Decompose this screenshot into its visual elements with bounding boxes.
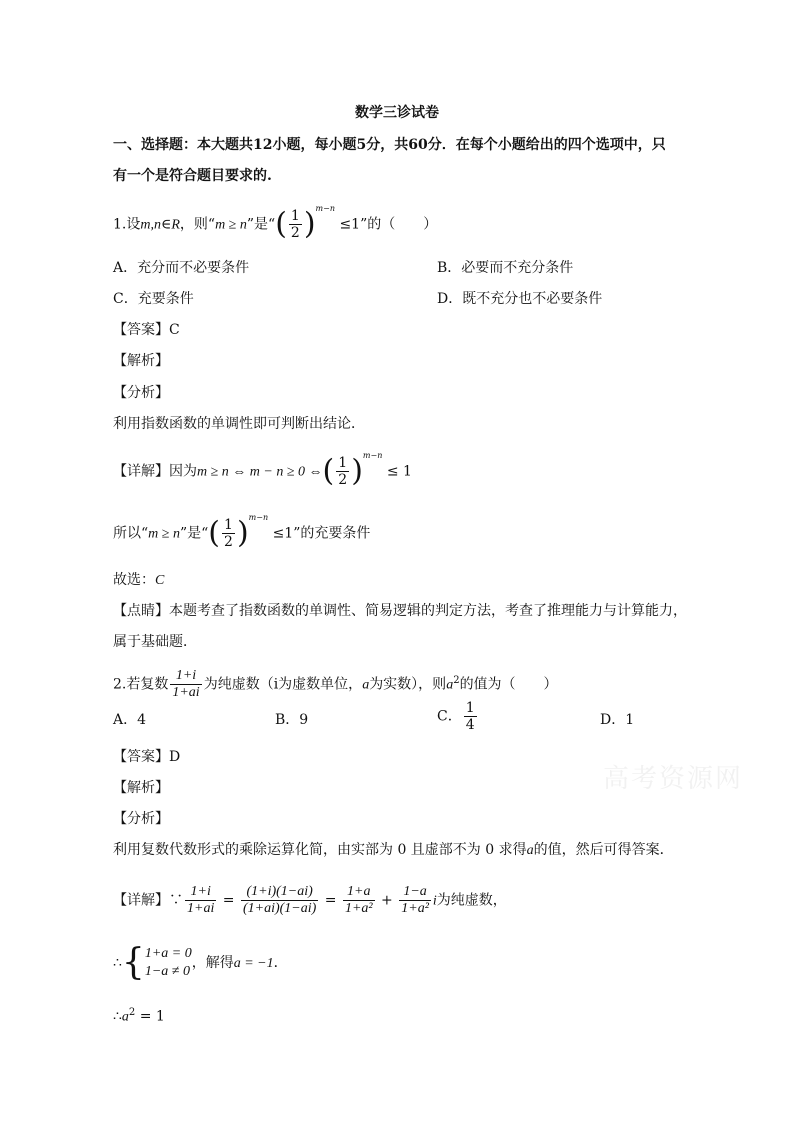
q2-system: ∴{ 1+a = 0 1−a ≠ 0 ，解得a = −1． xyxy=(113,942,288,983)
section-heading-line1: 一、选择题：本大题共12小题，每小题5分，共60分．在每个小题给出的四个选项中，只 xyxy=(113,137,666,153)
q1-dianjing-line2: 属于基础题． xyxy=(113,634,197,650)
page-title: 数学三诊试卷 xyxy=(355,105,439,121)
q1-detail: 【详解】因为m ≥ n ⇔ m − n ≥ 0 ⇔( $\frac{1}{2}$ )$^{m-n}$ ≤ 1 xyxy=(113,450,412,489)
q1-option-b: B．必要而不充分条件 xyxy=(437,260,574,276)
q1-conclusion: 所以“m ≥ n”是“( $\frac{1}{2}$ )$^{m-n}$ ≤1”的充要条件 xyxy=(113,512,371,551)
q2-analysis-label: 【解析】 xyxy=(113,780,169,796)
q1-stem: 1.设m,n∈R，则“m ≥ n”是“( $\frac{1}{2}$ )$^{m-n}$ ≤1”的（ ） xyxy=(113,203,438,242)
q2-option-a: A．4 xyxy=(113,712,147,728)
q1-analysis-label: 【解析】 xyxy=(113,353,169,369)
q2-detail: 【详解】∵ $\frac{1+i}{1+ai}$ = $\frac{(1+i)(1-ai)}{(1+ai)(1-ai)}$ = $\frac{1+a}{\text{1+a²}}$ + $\frac{1-a}{\text{1+a²}}$ i为纯虚数， xyxy=(113,884,507,916)
q2-option-c: C． $\frac{1}{4}$ xyxy=(437,700,475,733)
q1-option-a: A．充分而不必要条件 xyxy=(113,260,250,276)
q1-dianjing-line1: 【点睛】本题考查了指数函数的单调性、简易逻辑的判定方法，考查了推理能力与计算能力， xyxy=(113,603,687,619)
q2-answer: 【答案】D xyxy=(113,749,181,765)
q2-option-b: B．9 xyxy=(275,712,309,728)
q2-fenxi-label: 【分析】 xyxy=(113,811,169,827)
q1-option-c: C．充要条件 xyxy=(113,291,194,307)
q2-stem: 2.若复数 $\frac{1+i}{1+ai}$ 为纯虚数（i为虚数单位，a为实数），则$a^2$的值为（ ） xyxy=(113,668,558,700)
q2-final: $\therefore a^2 = 1$ xyxy=(113,1007,165,1025)
q2-fenxi-text: 利用复数代数形式的乘除运算化简，由实部为 0 且虚部不为 0 求得a的值，然后可得答案． xyxy=(113,842,674,858)
section-heading-line2: 有一个是符合题目要求的. xyxy=(113,168,272,184)
q1-fenxi-text: 利用指数函数的单调性即可判断出结论． xyxy=(113,416,365,432)
watermark: 高考资源网 xyxy=(603,764,744,794)
q2-option-d: D．1 xyxy=(600,712,635,728)
q1-fenxi-label: 【分析】 xyxy=(113,385,169,401)
q1-answer: 【答案】C xyxy=(113,322,180,338)
q1-option-d: D．既不充分也不必要条件 xyxy=(437,291,603,307)
q1-choice: 故选：C xyxy=(113,572,165,588)
